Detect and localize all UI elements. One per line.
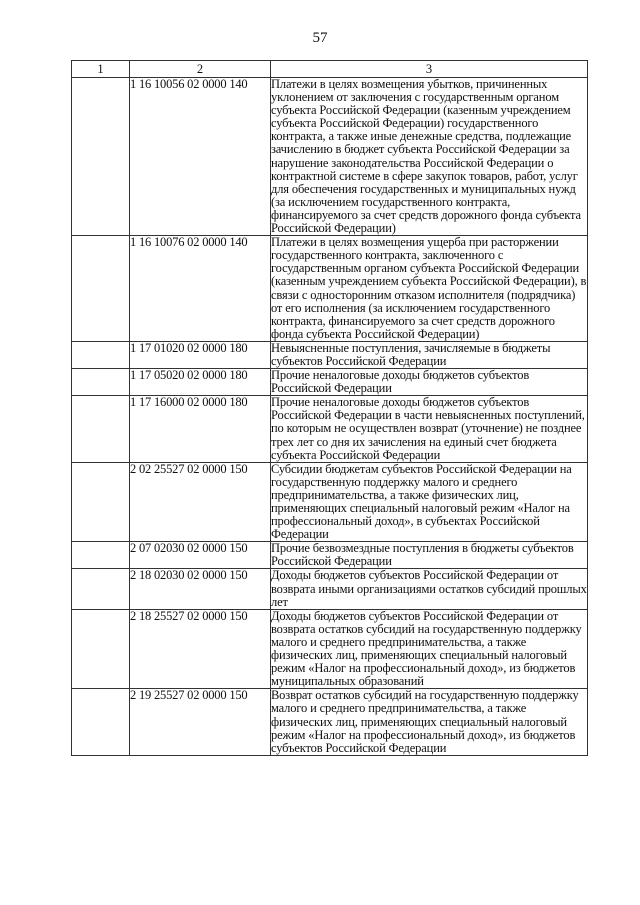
table-header [72,61,588,78]
income-description: Возврат остатков субсидий на государственную поддержку малого и среднего предпринимательства, а также физических лиц, применяющих специальный налоговый режим «Налог на профессиональный доход», из бюджетов субъектов Российской Федерации [271,689,588,755]
income-description: Платежи в целях возмещения ущерба при расторжении государственного контракта, заключенного с государственным органом субъекта Российской Федерации (казенным учреждением субъекта Российской Федерации), в связи с односторонним отказом исполнителя (подрядчика) от его исполнения (за исключением государственного контракта, финансируемого за счет средств дорожного фонда субъекта Российской Федерации) [271,235,587,341]
budget-classification-table [71,60,588,756]
income-description: Доходы бюджетов субъектов Российской Федерации от возврата иными организациями остатков субсидий прошлых лет [271,568,587,609]
classification-code: 1 17 16000 02 0000 180 [130,396,271,462]
classification-code: 2 18 02030 02 0000 150 [130,569,271,609]
table-row [72,609,588,689]
row-first-cell [72,78,130,236]
table-row [72,78,588,236]
row-first-cell [72,396,130,462]
row-first-cell [72,369,130,396]
income-description: Платежи в целях возмещения убытков, причиненных уклонением от заключения с государственным органом субъекта Российской Федерации (казенным учреждением субъекта Российской Федерации) государственного контракта, а также иные денежные средства, подлежащие зачислению в бюджет субъекта Российской Федерации за нарушение законодательства Российской Федерации о контрактной системе в сфере закупок товаров, работ, услуг для обеспечения государственных и муниципальных нужд (за исключением государственного контракта, финансируемого за счет средств дорожного фонда субъекта Российской Федерации) [271,78,588,236]
row-first-cell [72,569,130,609]
classification-code: 1 17 01020 02 0000 180 [130,341,271,368]
row-first-cell [72,689,130,755]
page-number: 57 [312,30,328,46]
row-first-cell [72,341,130,368]
header-row [72,61,588,78]
classification-code: 2 19 25527 02 0000 150 [130,689,271,755]
table-row [72,236,588,342]
table-row [72,689,588,755]
row-first-cell [72,542,130,569]
income-description: Прочие неналоговые доходы бюджетов субъектов Российской Федерации в части невыясненных поступлений, по которым не осуществлен возврат (уточнение) не позднее трех лет со дня их зачисления на единый счет бюджета субъекта Российской Федерации [271,396,588,462]
row-first-cell [72,609,130,689]
classification-code: 1 17 05020 02 0000 180 [130,369,271,396]
row-first-cell [72,462,130,542]
classification-code: 1 16 10076 02 0000 140 [130,236,271,342]
table-row [72,396,588,462]
classification-code: 1 16 10056 02 0000 140 [130,78,271,236]
column-header-2: 2 [130,61,271,78]
income-description: Доходы бюджетов субъектов Российской Федерации от возврата остатков субсидий на государственную поддержку малого и среднего предпринимательства, а также физических лиц, применяющих специальный налоговый режим «Налог на профессиональный доход», из бюджетов муниципальных образований [271,609,588,689]
income-description: Субсидии бюджетам субъектов Российской Федерации на государственную поддержку малого и среднего предпринимательства, а также физических лиц, применяющих специальный налоговый режим «Налог на профессиональный доход», в субъектах Российской Федерации [271,462,588,542]
table-row [72,542,588,569]
table-row [72,341,588,368]
row-first-cell [72,236,130,342]
income-description: Прочие безвозмездные поступления в бюджеты субъектов Российской Федерации [271,542,588,569]
table-row [72,369,588,396]
table-row [72,569,588,609]
table-row [72,462,588,542]
income-description: Невыясненные поступления, зачисляемые в бюджеты субъектов Российской Федерации [271,341,588,368]
classification-code: 2 07 02030 02 0000 150 [130,542,271,569]
table-body [72,78,588,756]
column-header-1: 1 [72,61,130,78]
column-header-3: 3 [271,61,588,78]
income-description: Прочие неналоговые доходы бюджетов субъектов Российской Федерации [271,369,588,396]
classification-code: 2 18 25527 02 0000 150 [130,609,271,689]
classification-code: 2 02 25527 02 0000 150 [130,462,271,542]
